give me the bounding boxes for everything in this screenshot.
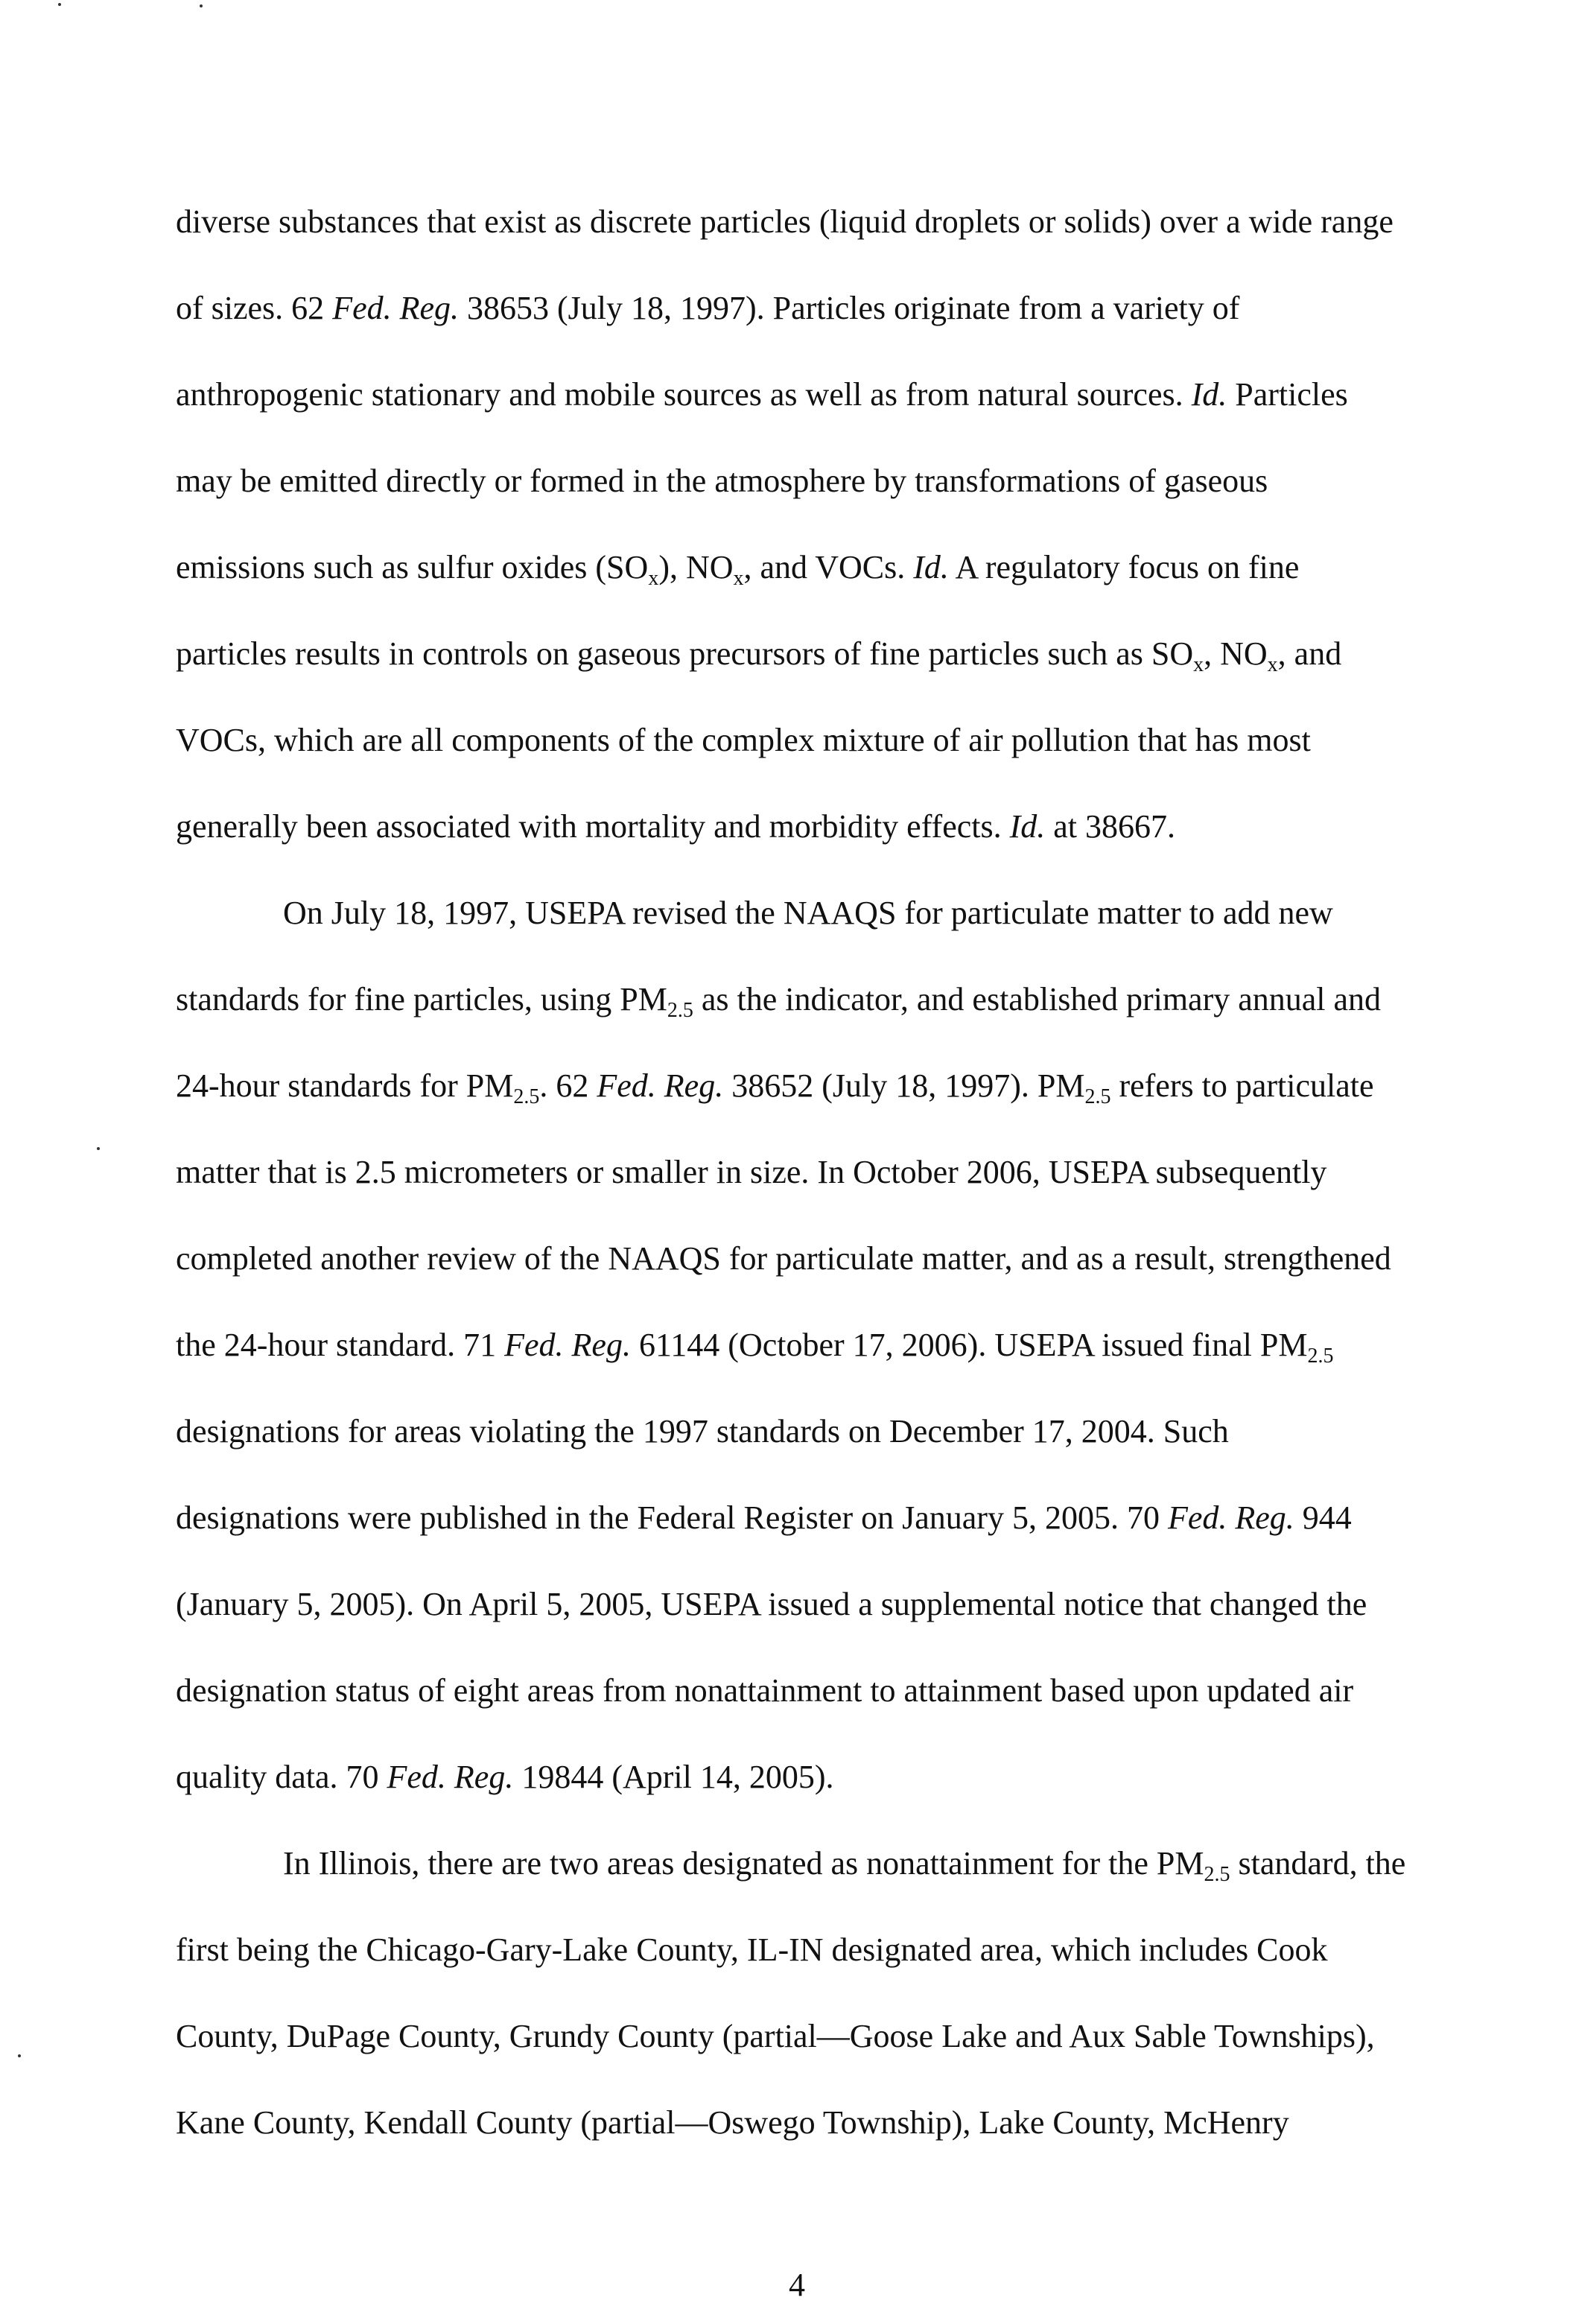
paragraph-first-line: On July 18, 1997, USEPA revised the NAAQS for particulate matter to add new: [283, 895, 1333, 931]
body-text-line: matter that is 2.5 micrometers or smaller in size. In October 2006, USEPA subsequently: [176, 1154, 1327, 1190]
citation-fed-reg: Fed. Reg.: [332, 290, 459, 326]
subscript: 2.5: [1204, 1863, 1230, 1886]
subscript: x: [733, 567, 744, 590]
body-text-line: the 24-hour standard. 71 Fed. Reg. 61144 (October 17, 2006). USEPA issued final $PM_{2.5}$: [176, 1327, 1334, 1368]
body-text-line: designations were published in the Federal Register on January 5, 2005. 70 Fed. Reg. 944: [176, 1499, 1352, 1536]
citation-fed-reg: Fed. Reg.: [597, 1067, 724, 1104]
body-text-line: designations for areas violating the 1997 standards on December 17, 2004. Such: [176, 1413, 1229, 1450]
body-text-line: diverse substances that exist as discrete particles (liquid droplets or solids) over a wide range: [176, 203, 1394, 240]
scan-speck: [58, 3, 61, 6]
body-text-line: Kane County, Kendall County (partial—Oswego Township), Lake County, McHenry: [176, 2104, 1289, 2141]
body-text-line: anthropogenic stationary and mobile sources as well as from natural sources. Id. Particles: [176, 376, 1348, 413]
subscript: x: [1267, 653, 1278, 676]
body-text-line: VOCs, which are all components of the complex mixture of air pollution that has most: [176, 722, 1311, 758]
citation-fed-reg: Fed. Reg.: [1167, 1499, 1294, 1536]
paragraph-first-line: In Illinois, there are two areas designated as nonattainment for the $PM_{2.5}$ standard, the: [283, 1845, 1406, 1886]
citation-fed-reg: Fed. Reg.: [387, 1759, 514, 1795]
body-text-line: 24-hour standards for $PM_{2.5}$. 62 Fed. Reg. 38652 (July 18, 1997). $PM_{2.5}$ refers to particulate: [176, 1067, 1374, 1108]
subscript: x: [648, 567, 659, 590]
citation-id: Id.: [1009, 808, 1046, 845]
subscript: x: [1193, 653, 1204, 676]
body-text-line: County, DuPage County, Grundy County (partial—Goose Lake and Aux Sable Townships),: [176, 2018, 1375, 2054]
body-text-line: emissions such as sulfur oxides $(SO_x)$, $NO_x$, and VOCs. Id. A regulatory focus on fine: [176, 549, 1300, 590]
scan-speck: [200, 4, 203, 7]
body-text-line: may be emitted directly or formed in the atmosphere by transformations of gaseous: [176, 463, 1268, 499]
page-number: 4: [789, 2267, 805, 2303]
body-text-line: standards for fine particles, using $PM_{2.5}$ as the indicator, and established primary annual and: [176, 981, 1382, 1022]
subscript: 2.5: [667, 999, 693, 1022]
body-text-line: of sizes. 62 Fed. Reg. 38653 (July 18, 1997). Particles originate from a variety of: [176, 290, 1240, 326]
body-text-line: (January 5, 2005). On April 5, 2005, USEPA issued a supplemental notice that changed the: [176, 1586, 1367, 1622]
citation-fed-reg: Fed. Reg.: [504, 1327, 631, 1363]
subscript: 2.5: [513, 1085, 540, 1108]
body-text-line: designation status of eight areas from nonattainment to attainment based upon updated air: [176, 1672, 1354, 1709]
body-text-line: generally been associated with mortality and morbidity effects. Id. at 38667.: [176, 808, 1176, 845]
body-text-line: first being the Chicago-Gary-Lake County, IL-IN designated area, which includes Cook: [176, 1931, 1328, 1968]
subscript: 2.5: [1084, 1085, 1111, 1108]
body-text-line: quality data. 70 Fed. Reg. 19844 (April 14, 2005).: [176, 1759, 834, 1795]
body-text-line: particles results in controls on gaseous precursors of fine particles such as $SO_x$, $NO_x$, and: [176, 635, 1342, 676]
scan-speck: [97, 1147, 100, 1150]
body-text-line: completed another review of the NAAQS for particulate matter, and as a result, strengthened: [176, 1240, 1391, 1277]
scan-speck: [18, 2054, 21, 2057]
citation-id: Id.: [1191, 376, 1227, 413]
subscript: 2.5: [1307, 1344, 1334, 1368]
citation-id: Id.: [913, 549, 949, 585]
